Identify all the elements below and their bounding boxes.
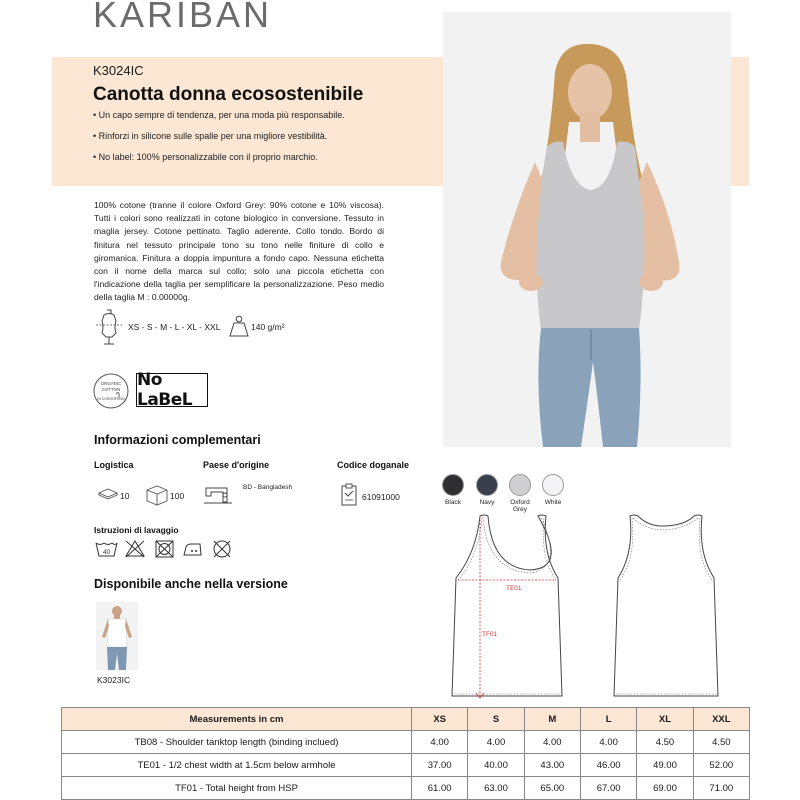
product-photo bbox=[443, 12, 731, 447]
iron-icon bbox=[184, 544, 201, 555]
fabric-weight: 140 g/m² bbox=[251, 322, 285, 332]
feature-item: • Un capo sempre di tendenza, per una moda più responsabile. bbox=[93, 110, 345, 120]
feature-item: • Rinforzi in silicone sulle spalle per una migliore vestibilità. bbox=[93, 131, 328, 141]
product-title: Canotta donna ecosostenibile bbox=[93, 84, 364, 105]
table-cell: 4.00 bbox=[468, 731, 524, 754]
table-header-cell: Measurements in cm bbox=[62, 708, 412, 731]
wash-temp: 40 bbox=[102, 549, 111, 556]
organic-badge-top: ORGANIC bbox=[100, 381, 122, 386]
wash-icons bbox=[94, 539, 239, 559]
table-cell: 43.00 bbox=[524, 754, 580, 777]
table-cell: 49.00 bbox=[637, 754, 693, 777]
swatch-label: Oxford bbox=[510, 499, 530, 506]
table-cell: 63.00 bbox=[468, 777, 524, 800]
logistics-bag-qty: 10 bbox=[120, 491, 130, 501]
table-header-cell: L bbox=[580, 708, 636, 731]
organic-cotton-badge bbox=[92, 372, 130, 410]
no-label-badge: No LaBeL bbox=[136, 373, 208, 407]
table-cell: 4.00 bbox=[524, 731, 580, 754]
organic-badge-mid: COTTON bbox=[101, 387, 121, 392]
size-range: XS - S - M - L - XL - XXL bbox=[128, 322, 221, 332]
wash-label: Istruzioni di lavaggio bbox=[94, 525, 179, 535]
alt-version-heading: Disponibile anche nella versione bbox=[94, 577, 288, 591]
swatch-oxford-grey[interactable] bbox=[509, 474, 531, 496]
no-bleach-icon bbox=[126, 541, 144, 557]
table-cell: 69.00 bbox=[637, 777, 693, 800]
swatch-black[interactable] bbox=[442, 474, 464, 496]
table-row bbox=[62, 731, 750, 754]
table-cell: 4.50 bbox=[693, 731, 749, 754]
table-cell: 40.00 bbox=[468, 754, 524, 777]
table-cell: TB08 - Shoulder tanktop length (binding inclued) bbox=[62, 731, 412, 754]
table-header-cell: M bbox=[524, 708, 580, 731]
organic-badge-bottom: IN CONVERSION bbox=[97, 397, 125, 401]
alt-version-thumbnail[interactable] bbox=[96, 602, 138, 670]
table-cell: 37.00 bbox=[412, 754, 468, 777]
table-header-row bbox=[62, 708, 750, 731]
info-heading: Informazioni complementari bbox=[94, 433, 261, 447]
product-description: 100% cotone (tranne il colore Oxford Grey: 90% cotone e 10% viscosa). Tutti i colori sono realizzati in cotone biologico in conversione. Tessuto in maglia jersey. Cotone pettinato. Taglio aderente. Collo tondo. Bordo di finitura nel tessuto principale tono su tono nelle finiture di collo e giromanica. Finitura a doppia impuntura a fondo capo. Nessuna etichetta con il nome della marca sul collo; solo una piccola etichetta con l'indicazione della taglia per semplificare la personalizzazione. Peso medio della taglia M : 0.00000g. bbox=[94, 200, 384, 303]
table-cell: TE01 - 1/2 chest width at 1.5cm below armhole bbox=[62, 754, 412, 777]
feature-list bbox=[93, 110, 433, 173]
table-cell: 4.00 bbox=[580, 731, 636, 754]
wash-40-icon bbox=[96, 543, 117, 556]
table-header-cell: XS bbox=[412, 708, 468, 731]
feature-item: • No label: 100% personalizzabile con il proprio marchio. bbox=[93, 152, 318, 162]
bag-icon bbox=[97, 487, 119, 501]
table-cell: 71.00 bbox=[693, 777, 749, 800]
customs-label: Codice doganale bbox=[337, 460, 410, 470]
customs-doc-icon bbox=[340, 483, 358, 507]
origin-value: BD - Bangladesh bbox=[243, 484, 293, 491]
swatch-label: White bbox=[544, 499, 562, 506]
te01-label: TE01 bbox=[506, 585, 522, 592]
technical-drawing bbox=[440, 508, 740, 703]
logistics-label: Logistica bbox=[94, 460, 134, 470]
sewing-machine-icon bbox=[203, 482, 233, 506]
no-dry-clean-icon bbox=[214, 541, 230, 557]
origin-label: Paese d'origine bbox=[203, 460, 270, 470]
table-row bbox=[62, 754, 750, 777]
swatch-label: Grey bbox=[512, 506, 528, 513]
table-row bbox=[62, 777, 750, 800]
product-code: K3024IC bbox=[93, 63, 144, 78]
brand-logo: KARIBAN bbox=[93, 0, 273, 35]
table-cell: 65.00 bbox=[524, 777, 580, 800]
no-tumble-dry-icon bbox=[156, 541, 173, 557]
table-header-cell: XL bbox=[637, 708, 693, 731]
table-cell: 4.50 bbox=[637, 731, 693, 754]
swatch-white[interactable] bbox=[542, 474, 564, 496]
table-header-cell: S bbox=[468, 708, 524, 731]
box-icon bbox=[145, 484, 169, 506]
front-view bbox=[452, 515, 562, 698]
mannequin-icon bbox=[94, 307, 124, 347]
logistics-box-qty: 100 bbox=[170, 491, 185, 501]
table-cell: 46.00 bbox=[580, 754, 636, 777]
back-view bbox=[614, 515, 718, 696]
customs-value: 61091000 bbox=[362, 492, 400, 502]
swatch-label: Black bbox=[445, 499, 461, 506]
measurements-table bbox=[61, 707, 750, 800]
alt-version-code[interactable]: K3023IC bbox=[97, 675, 131, 685]
weight-icon bbox=[229, 315, 249, 337]
swatch-navy[interactable] bbox=[476, 474, 498, 496]
table-cell: 52.00 bbox=[693, 754, 749, 777]
swatch-label: Navy bbox=[479, 499, 495, 506]
table-cell: TF01 - Total height from HSP bbox=[62, 777, 412, 800]
table-header-cell: XXL bbox=[693, 708, 749, 731]
table-cell: 4.00 bbox=[412, 731, 468, 754]
tf01-label: TF01 bbox=[482, 631, 498, 638]
table-cell: 67.00 bbox=[580, 777, 636, 800]
table-cell: 61.00 bbox=[412, 777, 468, 800]
